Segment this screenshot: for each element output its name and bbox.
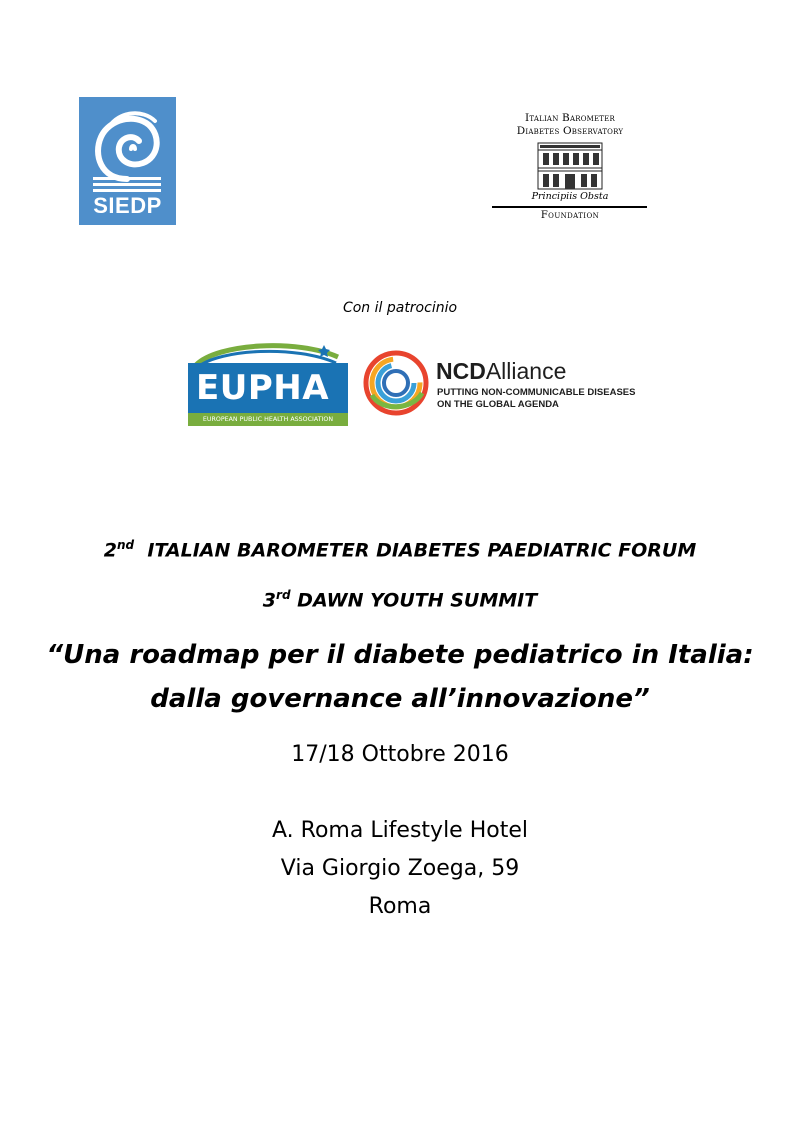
event-dates: 17/18 Ottobre 2016 bbox=[291, 742, 509, 767]
patronage-label: Con il patrocinio bbox=[342, 300, 458, 316]
ncd-rings-icon bbox=[362, 349, 430, 417]
ncd-title bbox=[436, 358, 566, 385]
eupha-logo bbox=[188, 341, 348, 426]
venue-city: Roma bbox=[368, 894, 432, 919]
ncd-title-rest: Alliance bbox=[485, 358, 567, 384]
summit-ordinal-suffix: rd bbox=[276, 588, 291, 602]
ncd-tagline-line2: ON THE GLOBAL AGENDA bbox=[437, 399, 559, 410]
siedp-logo bbox=[79, 97, 176, 225]
barometer-line1: Italian Barometer bbox=[525, 112, 615, 124]
ncd-tagline-line1: PUTTING NON-COMMUNICABLE DISEASES bbox=[437, 387, 636, 398]
barometer-logo bbox=[480, 108, 660, 228]
summit-heading bbox=[0, 588, 800, 611]
venue-street: Via Giorgio Zoega, 59 bbox=[280, 856, 520, 881]
siedp-logo-text: SIEDP bbox=[93, 193, 162, 218]
eupha-tagline: EUROPEAN PUBLIC HEALTH ASSOCIATION bbox=[188, 413, 348, 426]
building-facade-icon bbox=[535, 141, 605, 191]
summit-ordinal: 3 bbox=[262, 589, 277, 612]
ncd-alliance-logo bbox=[362, 345, 636, 425]
ncd-title-bold: NCD bbox=[436, 358, 486, 384]
barometer-line2: Diabetes Observatory bbox=[516, 125, 624, 137]
barometer-motto: Principiis Obsta bbox=[531, 191, 609, 202]
forum-name: ITALIAN BAROMETER DIABETES PAEDIATRIC FORUM bbox=[147, 539, 697, 562]
barometer-divider bbox=[492, 206, 647, 208]
forum-ordinal: 2 bbox=[103, 539, 117, 562]
venue-hotel: A. Roma Lifestyle Hotel bbox=[272, 818, 528, 843]
summit-name: DAWN YOUTH SUMMIT bbox=[297, 589, 538, 612]
eupha-name: EUPHA bbox=[188, 363, 348, 413]
barometer-foundation: Foundation bbox=[540, 210, 600, 221]
forum-ordinal-suffix: nd bbox=[117, 538, 135, 552]
forum-heading bbox=[0, 538, 800, 561]
event-title-line2: dalla governance all’innovazione” bbox=[150, 684, 650, 714]
event-title-line1: “Una roadmap per il diabete pediatrico in Italia: bbox=[46, 640, 754, 670]
